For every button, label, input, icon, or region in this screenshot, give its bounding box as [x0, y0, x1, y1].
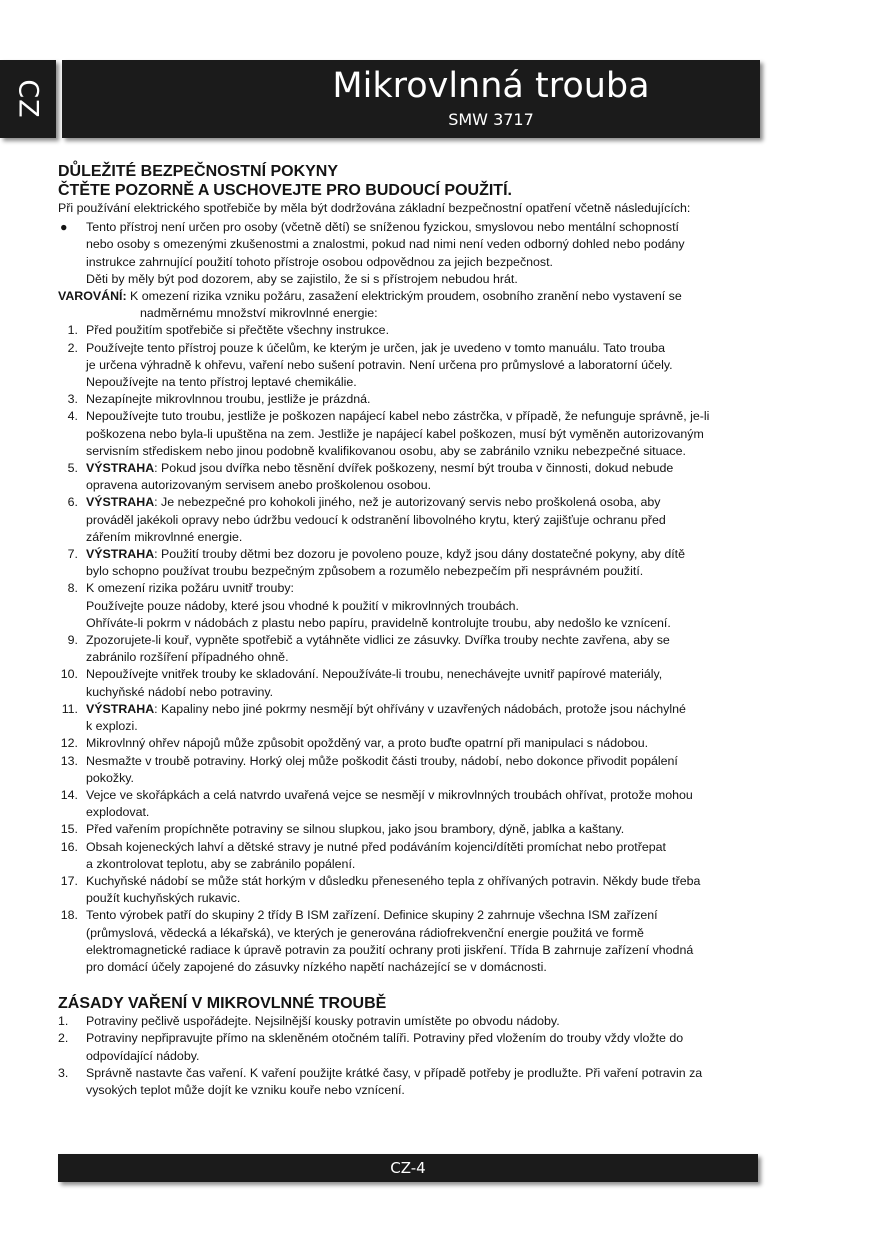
list-item — [58, 391, 758, 408]
item-number: 7. — [67, 547, 78, 562]
warning-text-1: K omezení rizika vzniku požáru, zasažení elektrickým proudem, osobního zranění nebo vystavení se — [126, 289, 682, 304]
item-line: Obsah kojeneckých lahví a dětské stravy je nutné před podáváním kojenci/dítěti promíchat nebo protřepat — [86, 839, 666, 854]
list-item — [58, 735, 758, 752]
item-line — [86, 494, 758, 511]
list-item — [58, 546, 758, 580]
item-line: Ohříváte-li pokrm v nádobách z plastu nebo papíru, pravidelně kontrolujte troubu, aby nedošlo ke vznícení. — [86, 615, 671, 630]
item-line: Potraviny nepřipravujte přímo na skleněném otočném talíři. Potraviny před vložením do trouby vždy vložte do — [86, 1031, 684, 1046]
item-number: 3. — [67, 392, 78, 407]
item-number: 8. — [67, 581, 78, 596]
bullet-icon: ● — [60, 220, 68, 235]
item-line: k explozi. — [86, 719, 138, 734]
item-line: Před vařením propíchněte potraviny se silnou slupkou, jako jsou brambory, dýně, jablka a kaštany. — [86, 822, 625, 837]
list-item — [58, 580, 758, 632]
list-item — [58, 408, 758, 460]
item-line: je určena výhradně k ohřevu, vaření nebo sušení potravin. Není určena pro průmyslové a laboratorní účely. — [86, 357, 673, 372]
list-item — [58, 460, 758, 494]
item-line: poškozena nebo byla-li upuštěna na zem. Jestliže je napájecí kabel poškozen, musí být vyměněn autorizovaným — [86, 426, 704, 441]
item-line: Potraviny pečlivě uspořádejte. Nejsilnější kousky potravin umístěte po obvodu nádoby. — [86, 1014, 560, 1029]
bullet-line: nebo osoby s omezenými zkušenostmi a znalostmi, pokud nad nimi není veden odborný dohled nebo podány — [86, 237, 685, 252]
list-item — [58, 494, 758, 546]
item-line: vysokých teplot může dojít ke vzniku kouře nebo vznícení. — [86, 1082, 405, 1097]
item-line — [86, 701, 758, 718]
item-line: Kuchyňské nádobí se může stát horkým v důsledku přeneseného tepla z ohřívaných potravin. Někdy bude třeba — [86, 873, 701, 888]
item-line: servisním střediskem nebo jinou podobně kvalifikovanou osobu, aby se zabránilo vzniku nebezpečné situace. — [86, 443, 686, 458]
item-line: zářením mikrovlnné energie. — [86, 529, 243, 544]
item-number: 14. — [60, 787, 78, 802]
item-line: zabránilo rozšíření případného ohně. — [86, 650, 289, 665]
item-line: Nepoužívejte na tento přístroj leptavé chemikálie. — [86, 375, 357, 390]
list-item — [58, 1065, 758, 1099]
safety-heading-1: DŮLEŽITÉ BEZPEČNOSTNÍ POKYNY — [58, 163, 339, 180]
item-line: odpovídající nádoby. — [86, 1048, 200, 1063]
item-line: Vejce ve skořápkách a celá natvrdo uvařená vejce se nesmějí v mikrovlnných troubách ohřívat, protože mohou — [86, 787, 693, 802]
item-number: 2. — [67, 340, 78, 355]
document-body — [58, 162, 758, 1099]
item-line: explodovat. — [86, 805, 150, 820]
item-number: 2. — [58, 1031, 69, 1046]
item-line: bylo schopno používat troubu bezpečným způsobem a rozumělo nebezpečím při nesprávném použití. — [86, 564, 644, 579]
item-number: 17. — [60, 873, 78, 888]
item-line: použít kuchyňských rukavic. — [86, 891, 241, 906]
list-item — [58, 340, 758, 392]
item-line: Nezapínejte mikrovlnnou troubu, jestliže je prázdná. — [86, 392, 371, 407]
list-item — [58, 821, 758, 838]
warning-label: VAROVÁNÍ: — [58, 289, 127, 304]
cooking-list — [58, 1013, 758, 1099]
item-line: Používejte pouze nádoby, které jsou vhodné k použití v mikrovlnných troubách. — [86, 598, 520, 613]
list-item — [58, 907, 758, 976]
cooking-section — [58, 994, 758, 1099]
cooking-heading: ZÁSADY VAŘENÍ V MIKROVLNNÉ TROUBĚ — [58, 995, 387, 1013]
item-bold-label: VÝSTRAHA — [86, 495, 155, 510]
item-line: pro domácí účely zapojené do zásuvky nízkého napětí nacházející se v domácnosti. — [86, 959, 547, 974]
list-item — [58, 839, 758, 873]
item-line: Zpozorujete-li kouř, vypněte spotřebič a vytáhněte vidlici ze zásuvky. Dvířka trouby nechte zavřena, aby se — [86, 633, 670, 648]
item-number: 16. — [60, 839, 78, 854]
list-item — [58, 1013, 758, 1030]
item-bold-label: VÝSTRAHA — [86, 547, 155, 562]
warning-paragraph — [58, 288, 758, 322]
item-line: Nepoužívejte vnitřek trouby ke skladování. Nepoužíváte-li troubu, nenechávejte uvnitř papírové materiály, — [86, 667, 663, 682]
item-number: 1. — [58, 1014, 69, 1029]
title-bar — [62, 60, 760, 138]
footer-bar — [58, 1154, 758, 1182]
item-number: 5. — [67, 461, 78, 476]
item-line — [86, 546, 758, 563]
bullet-item — [58, 219, 758, 288]
list-item — [58, 322, 758, 339]
item-number: 15. — [60, 822, 78, 837]
item-number: 4. — [67, 409, 78, 424]
item-line-text: : Použití trouby dětmi bez dozoru je povoleno pouze, když jsou dány dostatečné pokyny, aby dítě — [154, 547, 685, 562]
item-line: elektromagnetické radiace k úpravě potravin za použití ochrany proti jiskření. Třída B zahrnuje zařízení vhodná — [86, 942, 694, 957]
model-number: SMW 3717 — [448, 110, 534, 129]
warning-text-2: nadměrnému množství mikrovlnné energie: — [140, 306, 378, 321]
item-line: opravena autorizovaným servisem anebo proškolenou osobou. — [86, 478, 432, 493]
list-item — [58, 1030, 758, 1064]
item-number: 13. — [60, 753, 78, 768]
item-bold-label: VÝSTRAHA — [86, 461, 155, 476]
safety-list — [58, 322, 758, 976]
safety-section — [58, 200, 758, 976]
item-line: kuchyňské nádobí nebo potraviny. — [86, 684, 274, 699]
item-number: 12. — [60, 736, 78, 751]
item-number: 9. — [67, 633, 78, 648]
item-line: Tento výrobek patří do skupiny 2 třídy B ISM zařízení. Definice skupiny 2 zahrnuje všechna ISM zařízení — [86, 908, 658, 923]
item-number: 11. — [61, 701, 78, 716]
item-line: pokožky. — [86, 770, 134, 785]
item-line: Správně nastavte čas vaření. K vaření použijte krátké časy, v případě potřeby je prodlužte. Při vaření potravin za — [86, 1065, 703, 1080]
item-line: Nepoužívejte tuto troubu, jestliže je poškozen napájecí kabel nebo zástrčka, v případě, že nefunguje správně, je-li — [86, 409, 710, 424]
item-line: a zkontrolovat teplotu, aby se zabránilo popálení. — [86, 856, 356, 871]
page-number: CZ-4 — [390, 1159, 426, 1177]
item-bold-label: VÝSTRAHA — [86, 701, 155, 716]
list-item — [58, 873, 758, 907]
language-code: CZ — [12, 79, 44, 119]
item-number: 18. — [60, 908, 78, 923]
item-line-text: : Pokud jsou dvířka nebo těsnění dvířek poškozeny, nesmí být trouba v činnosti, dokud nebude — [154, 461, 674, 476]
safety-heading-2: ČTĚTE POZORNĚ A USCHOVEJTE PRO BUDOUCÍ POUŽITÍ. — [58, 182, 512, 199]
list-item — [58, 701, 758, 735]
list-item — [58, 632, 758, 666]
item-line — [86, 460, 758, 477]
item-number: 10. — [60, 667, 78, 682]
item-line: prováděl jakékoli opravy nebo údržbu vedoucí k odstranění libovolného krytu, který zajišťuje ochranu před — [86, 512, 666, 527]
item-number: 1. — [67, 323, 78, 338]
item-line: Před použitím spotřebiče si přečtěte všechny instrukce. — [86, 323, 390, 338]
safety-intro: Při používání elektrického spotřebiče by měla být dodržována základní bezpečnostní opatření včetně následujících: — [58, 201, 691, 215]
item-line-text: : Kapaliny nebo jiné pokrmy nesmějí být ohřívány v uzavřených nádobách, protože jsou náchylné — [154, 701, 686, 716]
item-line: K omezení rizika požáru uvnitř trouby: — [86, 581, 294, 596]
item-line: (průmyslová, vědecká a lékařská), ve kterých je generována rádiofrekvenční energie použitá ve formě — [86, 925, 644, 940]
bullet-line: instrukce zahrnující použití tohoto přístroje osobou odpovědnou za jejich bezpečnost. — [86, 254, 554, 269]
page-title: Mikrovlnná trouba — [332, 66, 650, 106]
list-item — [58, 787, 758, 821]
item-number: 3. — [58, 1065, 69, 1080]
language-tab — [0, 60, 56, 138]
item-line: Používejte tento přístroj pouze k účelům, ke kterým je určen, jak je uvedeno v tomto manuálu. Tato trouba — [86, 340, 665, 355]
item-line: Mikrovlnný ohřev nápojů může způsobit opožděný var, a proto buďte opatrní při manipulaci s nádobou. — [86, 736, 649, 751]
item-number: 6. — [67, 495, 78, 510]
item-line: Nesmažte v troubě potraviny. Horký olej může poškodit části trouby, nádobí, nebo dokonce přivodit popálení — [86, 753, 678, 768]
item-line-text: : Je nebezpečné pro kohokoli jiného, než je autorizovaný servis nebo proškolená osoba, aby — [154, 495, 661, 510]
list-item — [58, 753, 758, 787]
bullet-line: Děti by měly být pod dozorem, aby se zajistilo, že si s přístrojem nebudou hrát. — [86, 271, 518, 286]
list-item — [58, 666, 758, 700]
bullet-line: Tento přístroj není určen pro osoby (včetně dětí) se sníženou fyzickou, smyslovou nebo mentální schopností — [86, 220, 680, 235]
